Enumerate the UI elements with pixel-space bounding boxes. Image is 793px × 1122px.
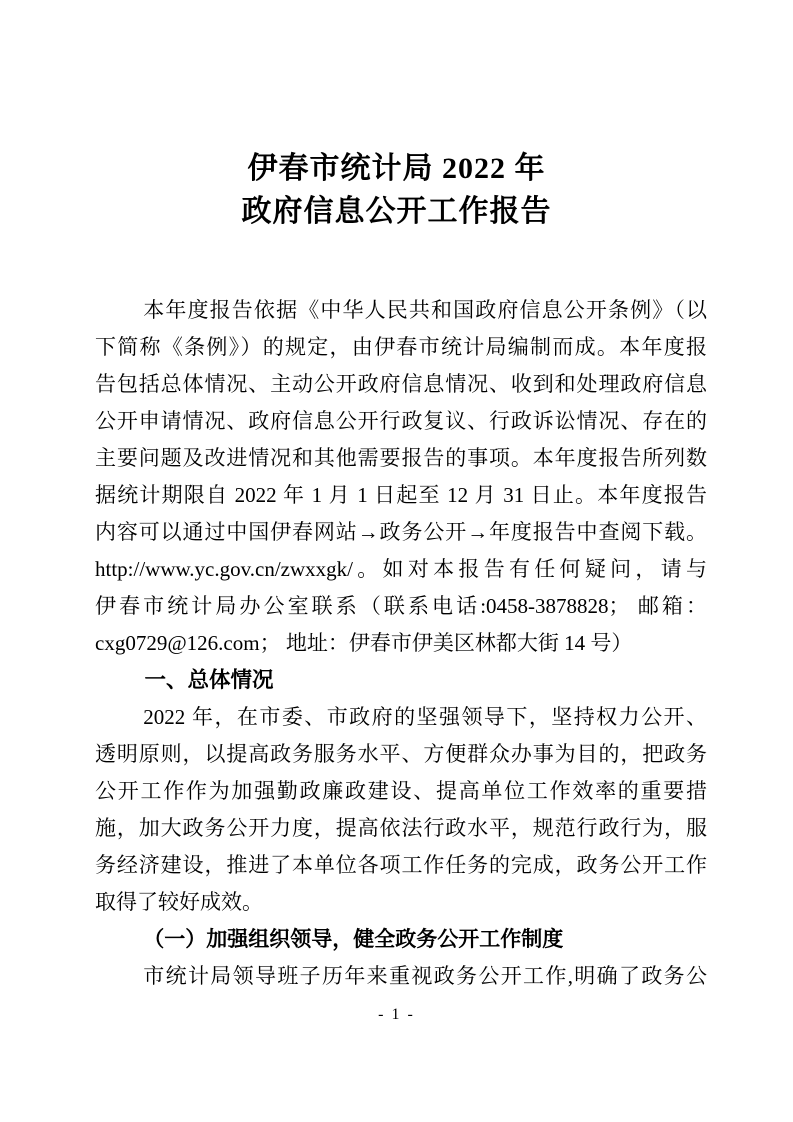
intro-line-8: http://www.yc.gov.cn/zwxxgk/。如对本报告有任何疑问，请与 (95, 557, 707, 581)
document-body (95, 292, 707, 995)
intro-line-5: 主要问题及改进情况和其他需要报告的事项。本年度报告所列数 (95, 446, 707, 470)
section1-line-1: 2022 年，在市委、市政府的坚强领导下，坚持权力公开、 (143, 705, 707, 729)
document-title-line2: 政府信息公开工作报告 (241, 195, 552, 228)
intro-line-10: cxg0729@126.com； 地址：伊春市伊美区林都大街 14 号） (95, 631, 633, 655)
document-title-line1: 伊春市统计局 2022 年 (247, 152, 546, 185)
intro-line-9: 伊春市统计局办公室联系（联系电话:0458-3878828； 邮箱： (95, 594, 707, 618)
intro-line-3: 告包括总体情况、主动公开政府信息情况、收到和处理政府信息 (95, 372, 707, 396)
section1-line-5: 务经济建设，推进了本单位各项工作任务的完成，政务公开工作 (95, 853, 707, 877)
section-heading-overall-situation: 一、总体情况 (144, 668, 274, 692)
section1-line-6: 取得了较好成效。 (95, 890, 263, 914)
intro-line-1: 本年度报告依据《中华人民共和国政府信息公开条例》（以 (143, 298, 707, 322)
section1-line-4: 施，加大政务公开力度，提高依法行政水平，规范行政行为，服 (95, 816, 707, 840)
page-number: - 1 - (378, 1006, 415, 1023)
subsection-line-1: 市统计局领导班子历年来重视政务公开工作,明确了政务公 (143, 964, 707, 988)
section1-line-3: 公开工作作为加强勤政廉政建设、提高单位工作效率的重要措 (95, 779, 707, 803)
section1-line-2: 透明原则，以提高政务服务水平、方便群众办事为目的，把政务 (95, 742, 707, 766)
intro-line-2: 下简称《条例》）的规定，由伊春市统计局编制而成。本年度报 (95, 335, 707, 359)
document-title (0, 147, 793, 233)
intro-line-6: 据统计期限自 2022 年 1 月 1 日起至 12 月 31 日止。本年度报告 (95, 483, 707, 507)
intro-line-7: 内容可以通过中国伊春网站→政务公开→年度报告中查阅下载。 (95, 520, 707, 544)
subsection-heading-organization-leadership: （一）加强组织领导，健全政务公开工作制度 (143, 927, 564, 951)
intro-line-4: 公开申请情况、政府信息公开行政复议、行政诉讼情况、存在的 (95, 409, 707, 433)
